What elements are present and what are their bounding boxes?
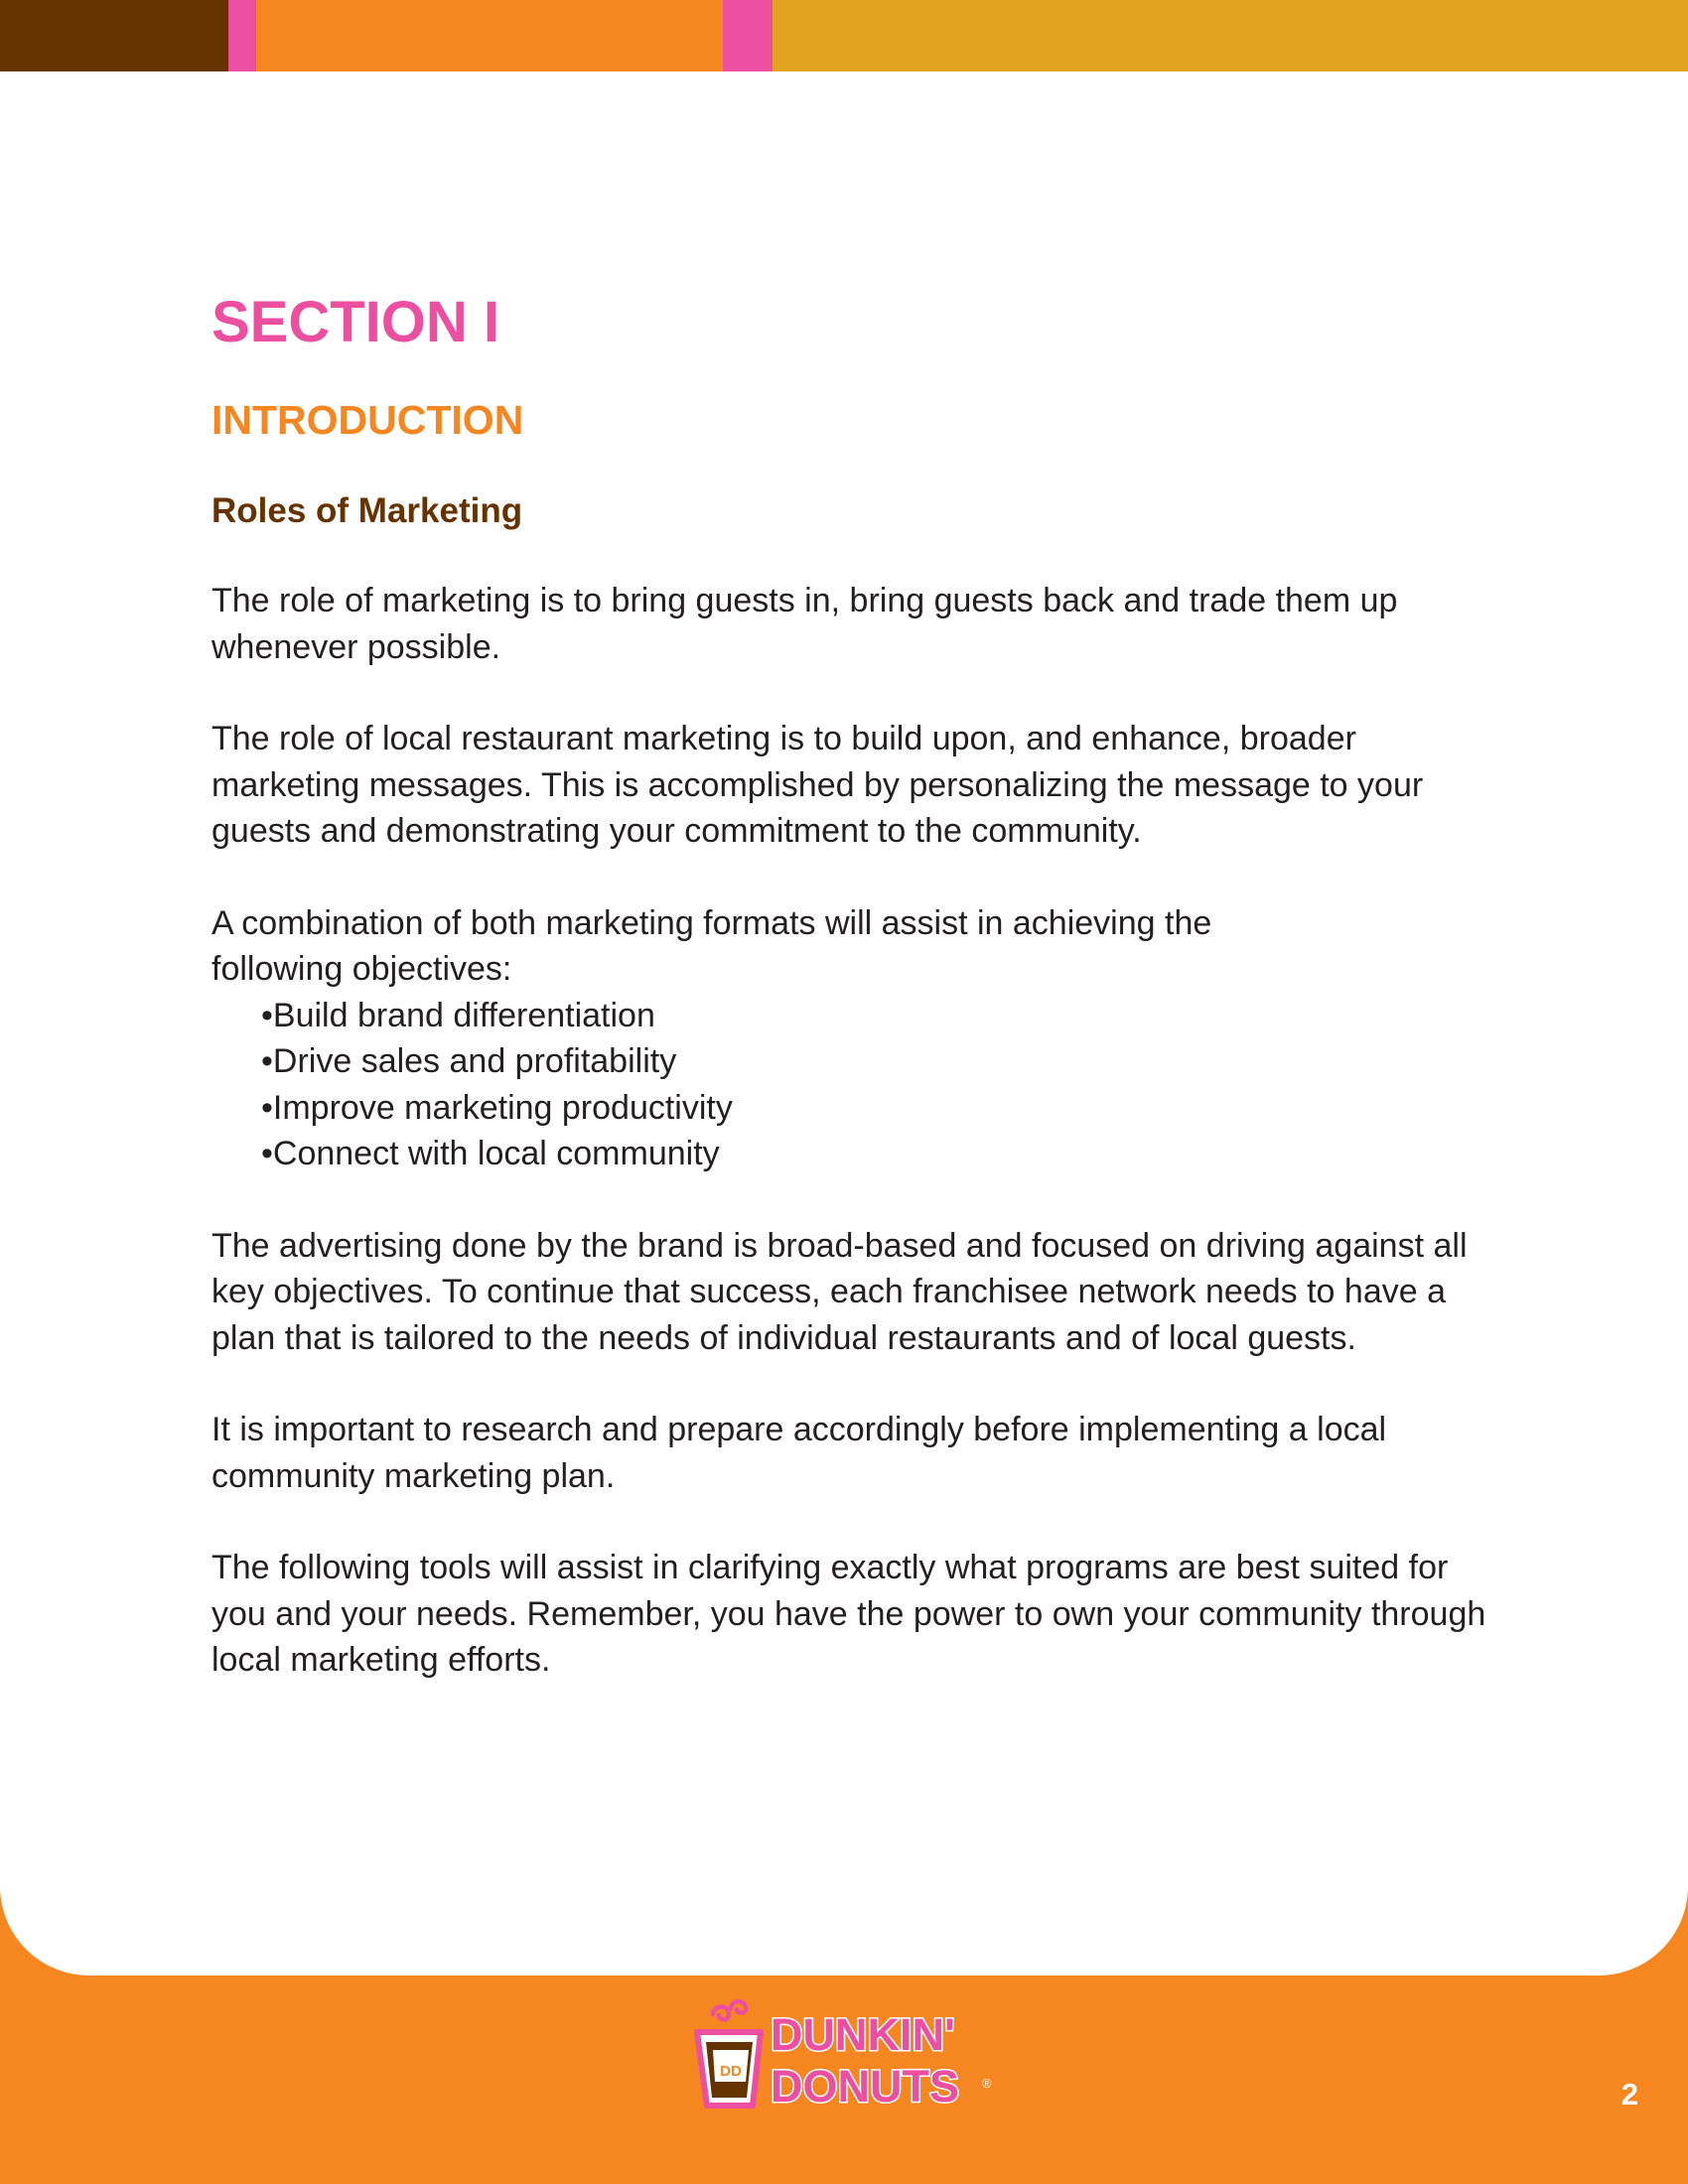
text-line: local marketing efforts. xyxy=(211,1641,551,1679)
text-line: It is important to research and prepare accordingly before implementing a local xyxy=(211,1411,1387,1448)
text-line: following objectives: xyxy=(211,950,512,988)
logo-word-dunkin: DUNKIN' xyxy=(771,2009,955,2060)
text-line: The following tools will assist in clarifying exactly what programs are best suited for xyxy=(211,1549,1449,1586)
list-item: •Connect with local community xyxy=(261,1135,720,1172)
coffee-cup-logo-icon xyxy=(697,2001,761,2106)
text-line: key objectives. To continue that success, each franchisee network needs to have a xyxy=(211,1273,1446,1310)
text-line: you and your needs. Remember, you have the power to own your community through xyxy=(211,1594,1486,1633)
text-line: plan that is tailored to the needs of individual restaurants and of local guests. xyxy=(211,1318,1356,1357)
text-line: community marketing plan. xyxy=(211,1456,616,1495)
section-title: SECTION I xyxy=(211,290,500,354)
paragraph xyxy=(211,716,1592,855)
list-item: •Improve marketing productivity xyxy=(261,1088,733,1127)
text-line: The advertising done by the brand is broad-based and focused on driving against all xyxy=(211,1226,1468,1265)
text-line: A combination of both marketing formats will assist in achieving the xyxy=(211,903,1212,942)
logo-word-donuts: DONUTS xyxy=(771,2061,959,2112)
text-line: The role of marketing is to bring guests in, bring guests back and trade them up xyxy=(211,582,1398,619)
pink-stripe xyxy=(228,0,256,71)
pink-stripe xyxy=(723,0,773,71)
document-body xyxy=(211,288,1592,1684)
paragraph xyxy=(211,578,1592,670)
text-line: guests and demonstrating your commitment to the community. xyxy=(211,812,1142,850)
paragraph xyxy=(211,1545,1592,1684)
dunkin-donuts-logo xyxy=(691,1998,999,2114)
cup-dd-mark: DD xyxy=(720,2063,742,2080)
page-number: 2 xyxy=(1620,2077,1638,2112)
brown-stripe xyxy=(0,0,228,71)
paragraph xyxy=(211,1407,1592,1499)
gold-stripe xyxy=(773,0,1688,71)
text-line: whenever possible. xyxy=(211,627,501,666)
objectives-paragraph xyxy=(211,900,1592,1177)
orange-stripe xyxy=(256,0,723,71)
introduction-heading: INTRODUCTION xyxy=(211,397,524,443)
top-color-bar xyxy=(0,0,1688,71)
text-line: The role of local restaurant marketing is to build upon, and enhance, broader xyxy=(211,720,1356,757)
registered-mark: ® xyxy=(982,2076,992,2091)
roles-of-marketing-heading: Roles of Marketing xyxy=(211,491,523,530)
paragraph xyxy=(211,1223,1592,1362)
objectives-list xyxy=(211,993,1592,1177)
list-item: •Drive sales and profitability xyxy=(261,1042,677,1080)
text-line: marketing messages. This is accomplished by personalizing the message to your xyxy=(211,765,1424,804)
list-item: •Build brand differentiation xyxy=(261,996,655,1034)
